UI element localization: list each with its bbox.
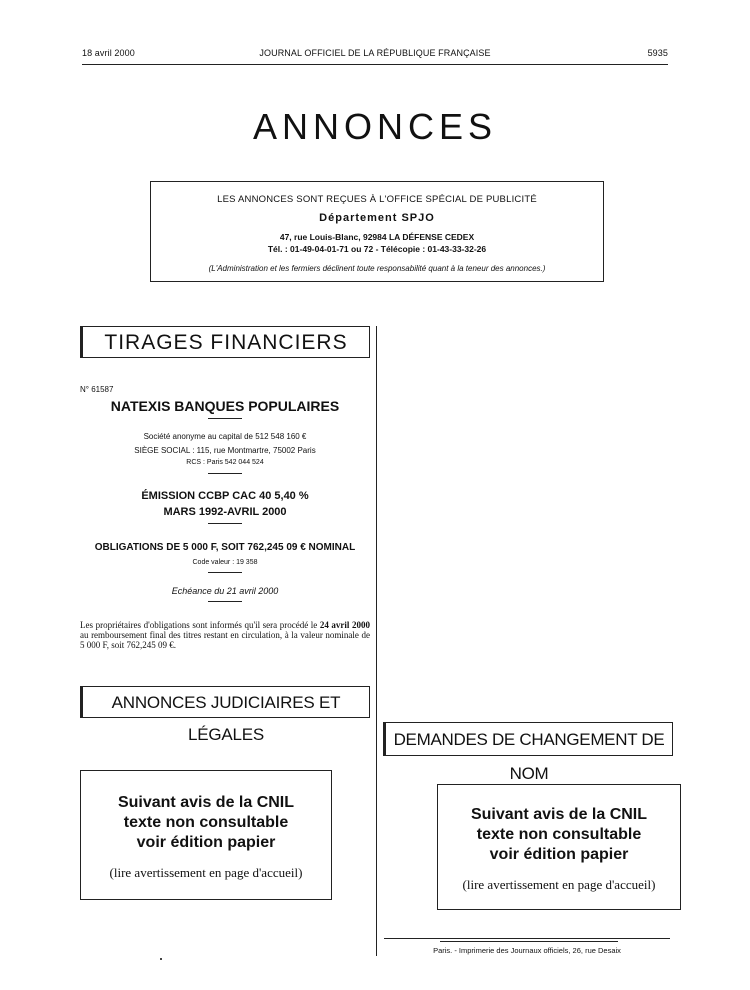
cnil-line-edition: voir édition papier (136, 834, 276, 851)
header-journal-title: JOURNAL OFFICIEL DE LA RÉPUBLIQUE FRANÇAISE (259, 48, 491, 58)
column-divider (376, 326, 377, 956)
separator-rule (208, 601, 242, 602)
obligations-nominal: OBLIGATIONS DE 5 000 F, SOIT 762,245 09 € NOMINAL (94, 542, 356, 553)
annonce-number: N° 61587 (80, 385, 114, 394)
annonce-paragraph (80, 620, 370, 650)
annonce-paragraph-date: 24 avril 2000 (319, 620, 370, 630)
separator-rule (208, 572, 242, 573)
separator-rule (208, 473, 242, 474)
cnil-line-edition: voir édition papier (489, 846, 629, 863)
info-box (150, 181, 604, 282)
emission-period: MARS 1992-AVRIL 2000 (163, 506, 287, 518)
info-line-phone: Tél. : 01-49-04-01-71 ou 72 - Télécopie : 01-43-33-32-26 (267, 244, 487, 254)
cnil-notice-left (80, 770, 332, 900)
header-page-number: 5935 (647, 48, 668, 58)
company-capital: Société anonyme au capital de 512 548 160 € (143, 432, 307, 441)
print-speck (160, 958, 162, 960)
annonce-paragraph-end: au remboursement final des titres restant en circulation, à la valeur nominale de 5 000 F, soit 762,245 09 €. (80, 630, 370, 650)
cnil-line-avis: Suivant avis de la CNIL (470, 806, 648, 823)
company-rcs: RCS : Paris 542 044 524 (186, 459, 264, 466)
separator-rule (208, 523, 242, 524)
header-rule (82, 64, 668, 65)
cnil-line-avis: Suivant avis de la CNIL (117, 794, 295, 811)
separator-rule (208, 418, 242, 419)
cnil-line-avertissement: (lire avertissement en page d'accueil) (109, 865, 303, 880)
echeance-date: Echéance du 21 avril 2000 (171, 586, 279, 596)
info-line-disclaimer: (L'Administration et les fermiers déclinent toute responsabilité quant à la teneur des annonces.) (208, 264, 546, 273)
section-heading-changement-nom: DEMANDES DE CHANGEMENT DE NOM (383, 722, 673, 756)
code-valeur: Code valeur : 19 358 (192, 559, 258, 566)
info-line-reception: LES ANNONCES SONT REÇUES À L'OFFICE SPÉCIAL DE PUBLICITÉ (217, 194, 537, 205)
info-line-address: 47, rue Louis-Blanc, 92984 LA DÉFENSE CEDEX (279, 232, 475, 242)
page-title: ANNONCES (252, 106, 498, 147)
cnil-line-avertissement: (lire avertissement en page d'accueil) (462, 877, 656, 892)
company-name: NATEXIS BANQUES POPULAIRES (110, 398, 340, 414)
section-heading-judiciaires: ANNONCES JUDICIAIRES ET LÉGALES (80, 686, 370, 718)
section-heading-tirages: TIRAGES FINANCIERS (80, 326, 370, 358)
footer-rule (440, 941, 618, 942)
footer-rule (384, 938, 670, 939)
cnil-line-non-consultable: texte non consultable (476, 826, 642, 843)
cnil-line-non-consultable: texte non consultable (123, 814, 289, 831)
emission-title: ÉMISSION CCBP CAC 40 5,40 % (141, 490, 309, 502)
printer-footer: Paris. - Imprimerie des Journaux officiels, 26, rue Desaix (433, 946, 621, 955)
header-date: 18 avril 2000 (82, 48, 135, 58)
info-line-department: Département SPJO (319, 212, 435, 224)
cnil-notice-right (437, 784, 681, 910)
annonce-paragraph-start: Les propriétaires d'obligations sont informés qu'il sera procédé le (80, 620, 320, 630)
company-siege: SIÈGE SOCIAL : 115, rue Montmartre, 75002 Paris (134, 446, 316, 455)
